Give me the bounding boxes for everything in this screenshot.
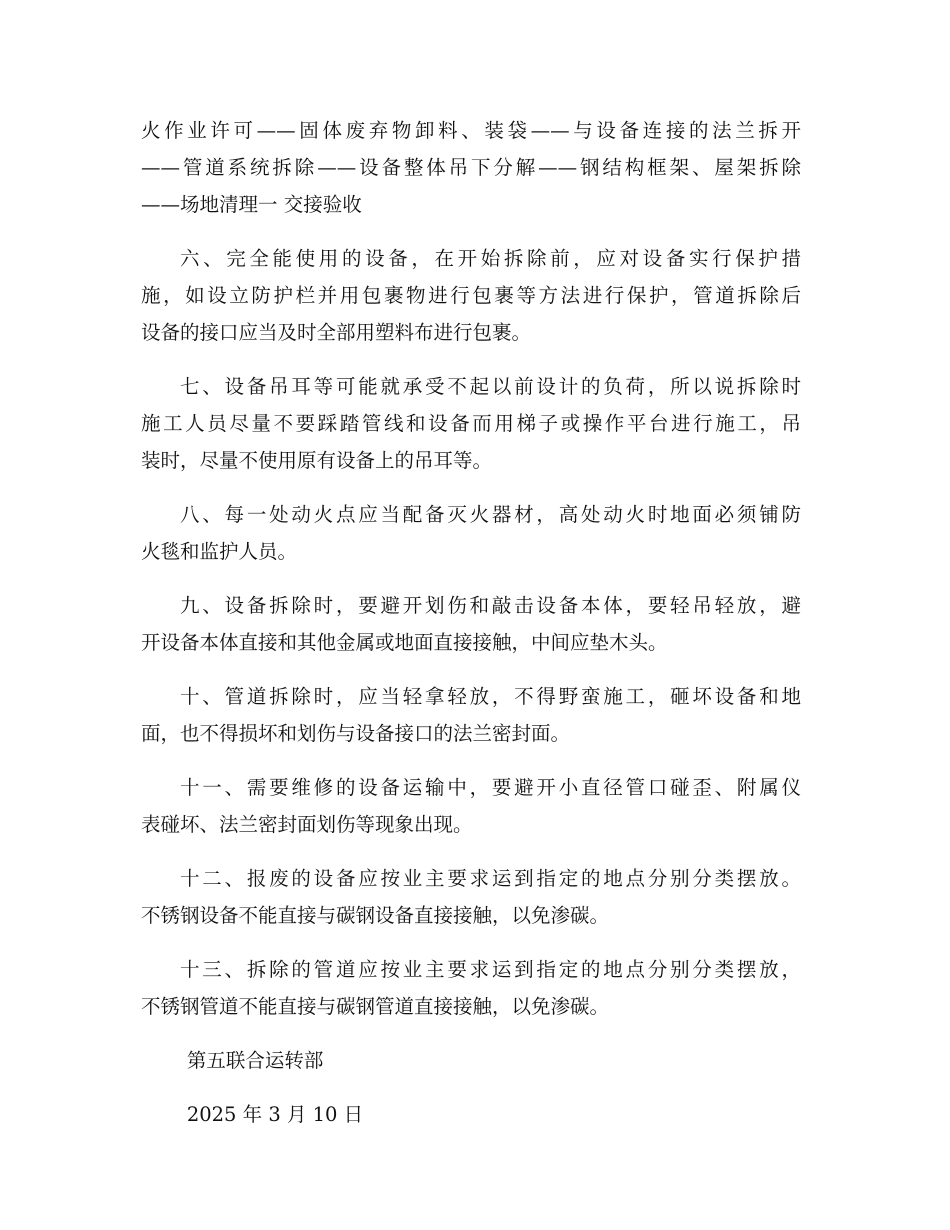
paragraph-item-8 [141,496,801,570]
paragraph-item-9 [141,587,801,661]
document-body [141,112,801,1150]
paragraph-item-11 [141,769,801,843]
paragraph-process-flow [141,112,801,223]
paragraph-item-13 [141,951,801,1025]
text-line: ——管道系统拆除——设备整体吊下分解——钢结构框架、屋架拆除 [141,156,801,179]
text-line: 表碰坏、法兰密封面划伤等现象出现。 [141,813,473,836]
text-line: 面，也不得损坏和划伤与设备接口的法兰密封面。 [141,722,571,745]
text-line: 十一、需要维修的设备运输中，要避开小直径管口碰歪、附属仪 [180,776,801,799]
text-line: 十三、拆除的管道应按业主要求运到指定的地点分别分类摆放， [180,958,801,981]
paragraph-item-12 [141,860,801,934]
text-line: 九、设备拆除时，要避开划伤和敲击设备本体，要轻吊轻放，避 [180,594,801,617]
text-line: 十二、报废的设备应按业主要求运到指定的地点分别分类摆放。 [180,867,801,890]
text-line: 不锈钢设备不能直接与碳钢设备直接接触，以免渗碳。 [141,904,610,927]
paragraph-item-7 [141,368,801,479]
signature-date: 2025 年 3 月 10 日 [186,1103,364,1126]
text-line: 火作业许可——固体废弃物卸料、装袋——与设备连接的法兰拆开 [141,119,801,142]
text-line: 十、管道拆除时，应当轻拿轻放，不得野蛮施工，砸坏设备和地 [180,685,801,708]
signature-department: 第五联合运转部 [186,1049,324,1072]
text-line: 装时，尽量不使用原有设备上的吊耳等。 [141,449,493,472]
text-line: 八、每一处动火点应当配备灭火器材，高处动火时地面必须铺防 [180,503,801,526]
text-line: 施，如设立防护栏并用包裹物进行包裹等方法进行保护，管道拆除后 [141,284,801,307]
text-line: 七、设备吊耳等可能就承受不起以前设计的负荷，所以说拆除时 [180,375,801,398]
text-line: 六、完全能使用的设备，在开始拆除前，应对设备实行保护措 [180,247,801,270]
text-line: 开设备本体直接和其他金属或地面直接接触，中间应垫木头。 [141,631,668,654]
text-line: 施工人员尽量不要踩踏管线和设备而用梯子或操作平台进行施工，吊 [141,412,801,435]
text-line: 火毯和监护人员。 [141,540,298,563]
text-line: 设备的接口应当及时全部用塑料布进行包裹。 [141,321,532,344]
paragraph-item-10 [141,678,801,752]
text-line: 不锈钢管道不能直接与碳钢管道直接接触，以免渗碳。 [141,995,610,1018]
paragraph-item-6 [141,240,801,351]
text-line: ——场地清理一 交接验收 [141,193,362,216]
